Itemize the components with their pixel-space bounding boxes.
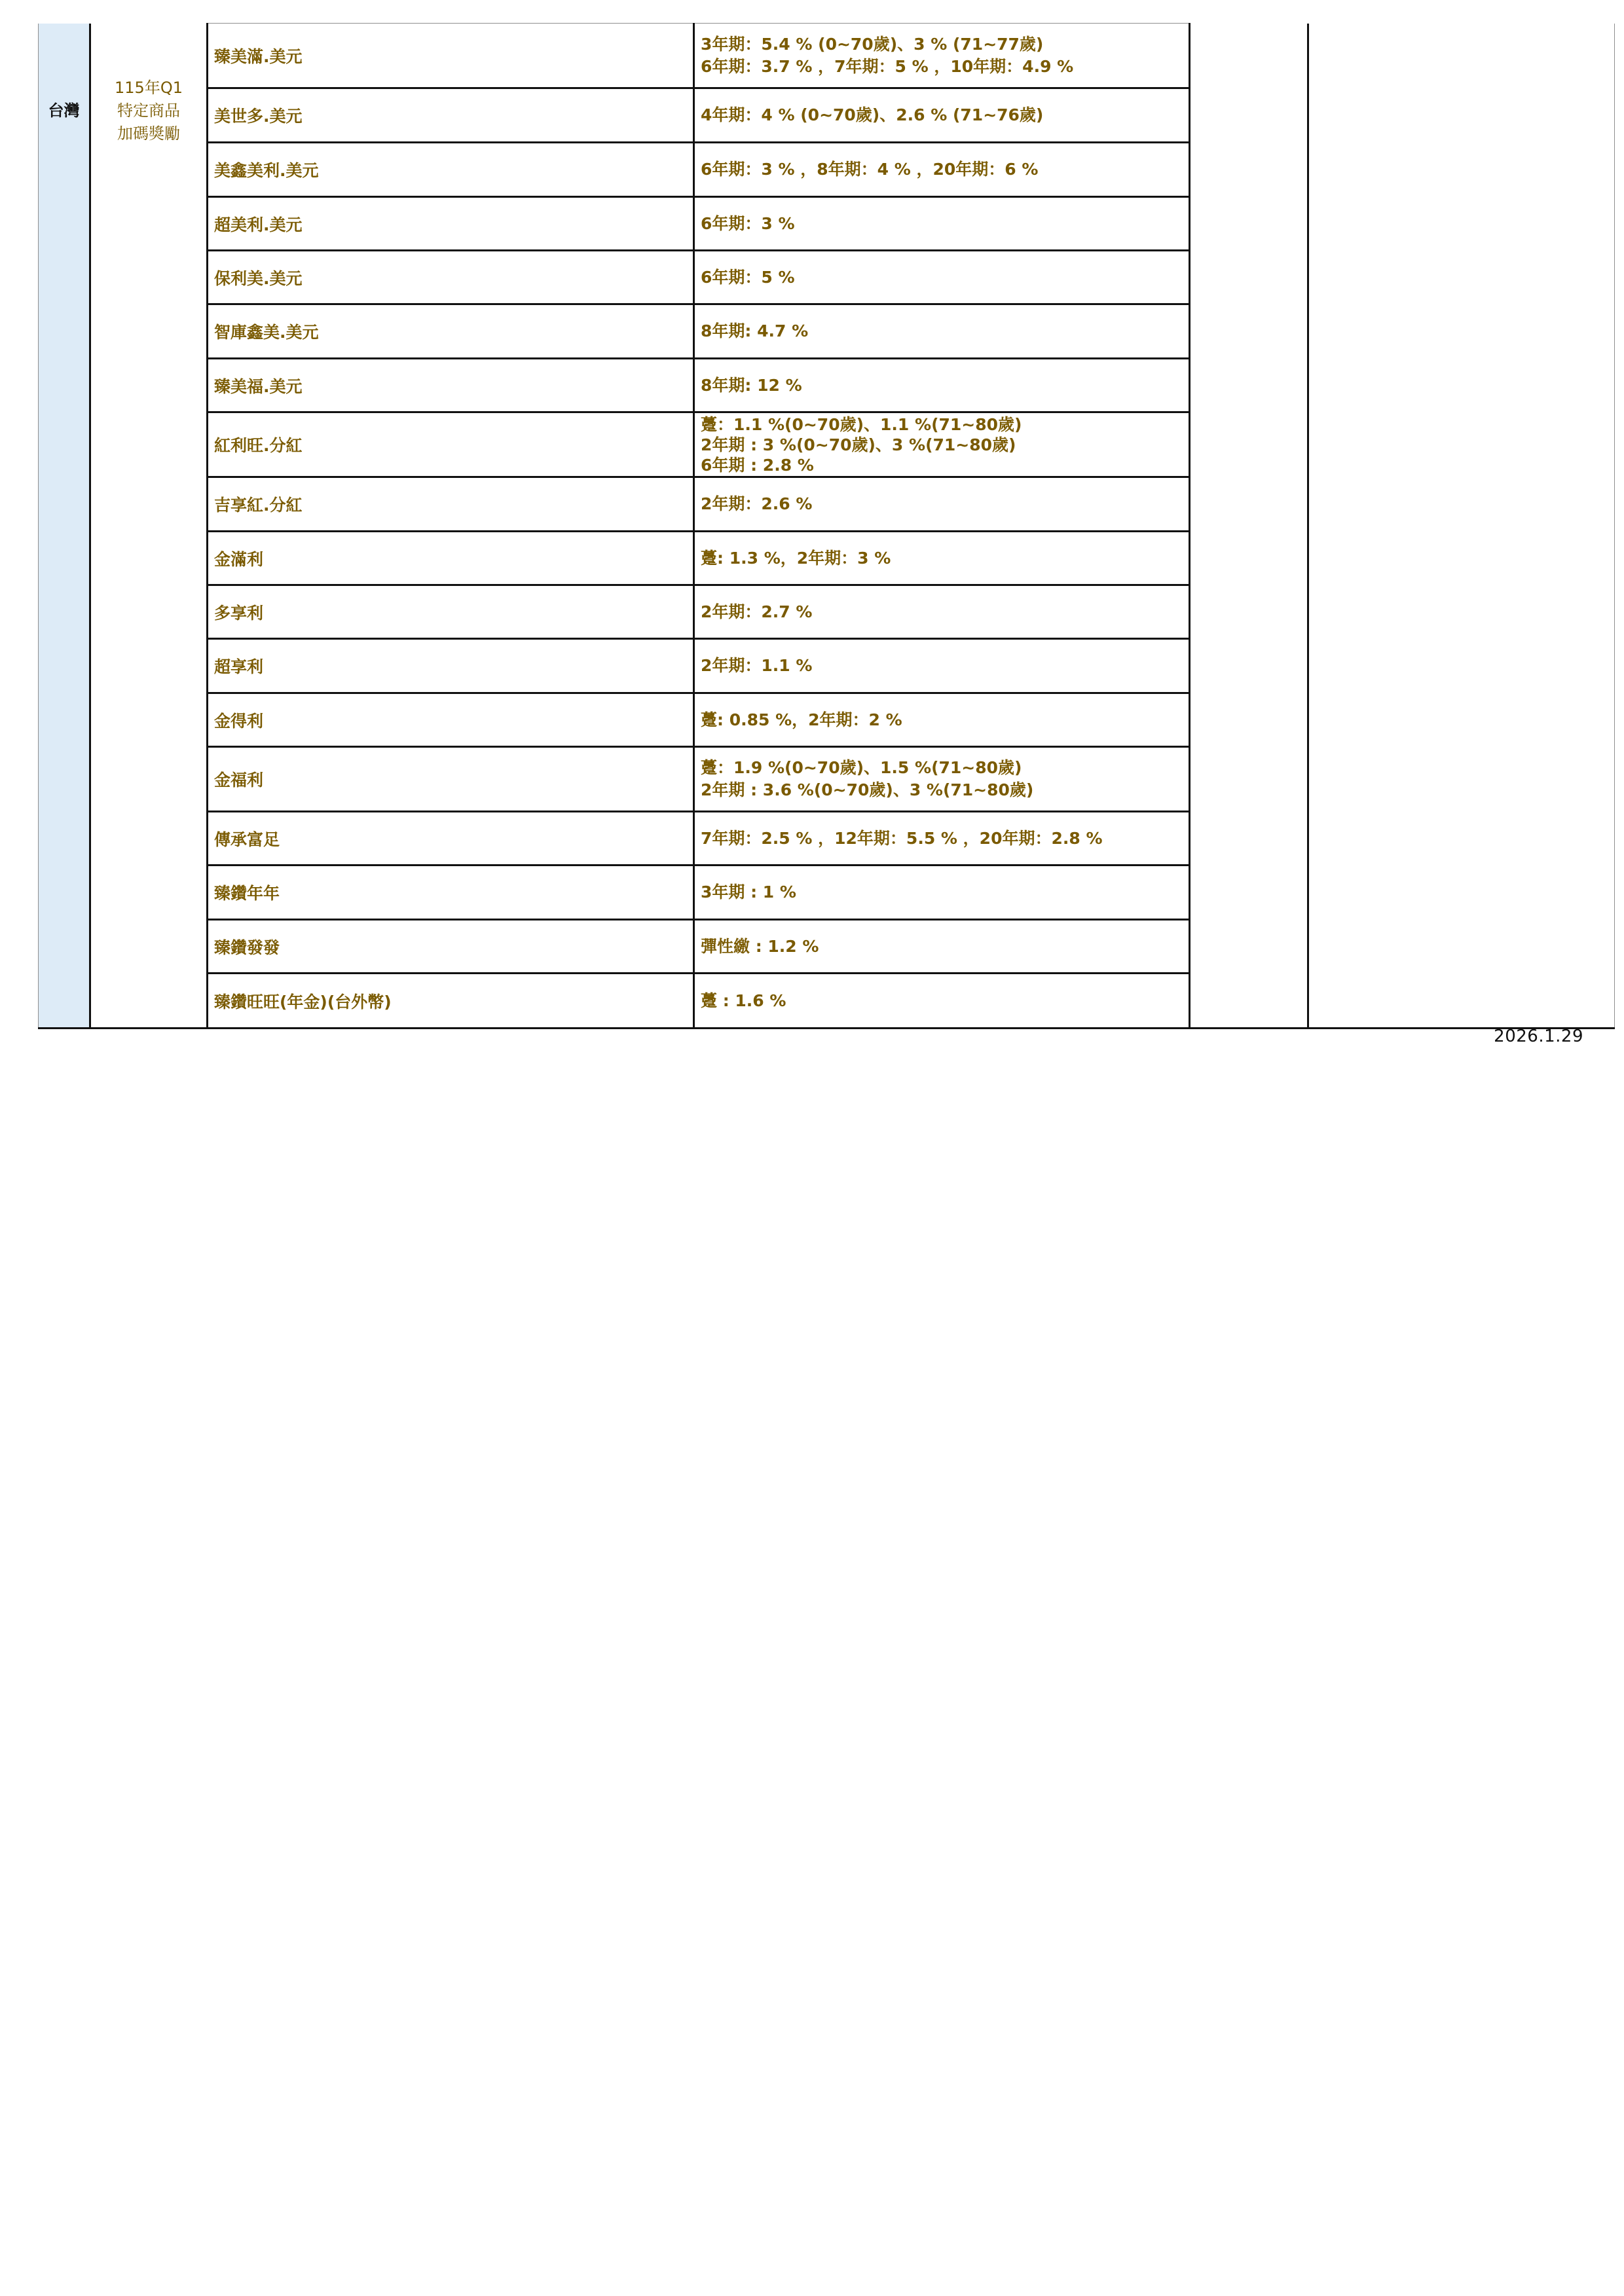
region-label: 台灣 [48,101,80,120]
bonus-rate-line: 躉: 1.3 %，2年期：3 % [701,548,891,568]
bonus-rate-line: 彈性繳 : 1.2 % [701,936,819,956]
blank-column-cell [1190,24,1308,1029]
product-name: 金福利 [208,747,694,812]
product-name: 金得利 [208,693,694,747]
campaign-cell [90,24,208,1029]
product-name: 美鑫美利.美元 [208,143,694,197]
campaign-line: 特定商品 [117,101,180,120]
bonus-rate-line: 7年期：2.5 % ，12年期：5.5 % ，20年期：2.8 % [701,828,1103,848]
bonus-rate [694,693,1190,747]
bonus-rate-line: 3年期：5.4 % (0~70歲)、3 % (71~77歲) [701,34,1044,54]
bonus-rate [694,197,1190,251]
bonus-rate-line: 躉：1.9 %(0~70歲)、1.5 %(71~80歲) [701,758,1022,777]
bonus-rate [694,639,1190,693]
region-cell [39,24,90,1029]
bonus-rate-line: 2年期：1.1 % [701,656,813,675]
bonus-rate-line: 躉：1.1 %(0~70歲)、1.1 %(71~80歲) [701,414,1022,434]
bonus-rate-line: 2年期 : 3 %(0~70歲)、3 %(71~80歲) [701,435,1016,454]
bonus-rate [694,812,1190,866]
incentive-table [38,23,1615,1029]
bonus-rate-line: 2年期：2.6 % [701,494,813,513]
bonus-rate [694,866,1190,920]
bonus-rate-line: 6年期：5 % [701,267,795,287]
bonus-rate-line: 2年期 : 3.6 %(0~70歲)、3 %(71~80歲) [701,780,1034,799]
bonus-rate [694,920,1190,974]
bonus-rate [694,974,1190,1029]
bonus-rate-line: 躉: 0.85 %，2年期：2 % [701,710,902,729]
product-name: 臻鑽發發 [208,920,694,974]
bonus-rate-line: 8年期: 4.7 % [701,321,809,340]
campaign-line: 加碼獎勵 [117,124,180,143]
product-name: 美世多.美元 [208,88,694,143]
product-name: 臻美福.美元 [208,359,694,412]
product-name: 臻鑽年年 [208,866,694,920]
bonus-rate-line: 2年期：2.7 % [701,602,813,621]
bonus-rate-line: 6年期 : 2.8 % [701,455,814,475]
bonus-rate-line: 6年期：3.7 % ，7年期：5 % ，10年期：4.9 % [701,56,1074,76]
product-name: 傳承富足 [208,812,694,866]
bonus-rate [694,359,1190,412]
product-name: 超美利.美元 [208,197,694,251]
product-name: 紅利旺.分紅 [208,412,694,477]
product-name: 超享利 [208,639,694,693]
bonus-rate [694,585,1190,639]
product-name: 臻美滿.美元 [208,24,694,88]
bonus-rate [694,251,1190,304]
bonus-rate-line: 6年期：3 % [701,213,795,233]
bonus-rate [694,24,1190,88]
campaign-line: 115年Q1 [115,79,183,98]
print-date: 2026.1.29 [1494,1027,1583,1046]
blank-notes-cell [1308,24,1615,1029]
bonus-rate-line: 躉 : 1.6 % [701,991,786,1010]
product-name: 臻鑽旺旺(年金)(台外幣) [208,974,694,1029]
bonus-rate [694,412,1190,477]
table-body [39,24,1615,1029]
bonus-rate [694,477,1190,532]
bonus-rate [694,88,1190,143]
product-name: 金滿利 [208,532,694,585]
bonus-rate [694,143,1190,197]
bonus-rate-line: 3年期 : 1 % [701,883,796,902]
product-name: 多享利 [208,585,694,639]
table-row [39,24,1615,88]
bonus-rate-line: 8年期: 12 % [701,375,802,395]
bonus-rate-line: 4年期：4 % (0~70歲)、2.6 % (71~76歲) [701,105,1044,124]
bonus-rate [694,747,1190,812]
product-name: 智庫鑫美.美元 [208,304,694,359]
bonus-rate-line: 6年期：3 % ，8年期：4 % ，20年期：6 % [701,160,1039,179]
product-name: 保利美.美元 [208,251,694,304]
bonus-rate [694,304,1190,359]
product-name: 吉享紅.分紅 [208,477,694,532]
bonus-rate [694,532,1190,585]
